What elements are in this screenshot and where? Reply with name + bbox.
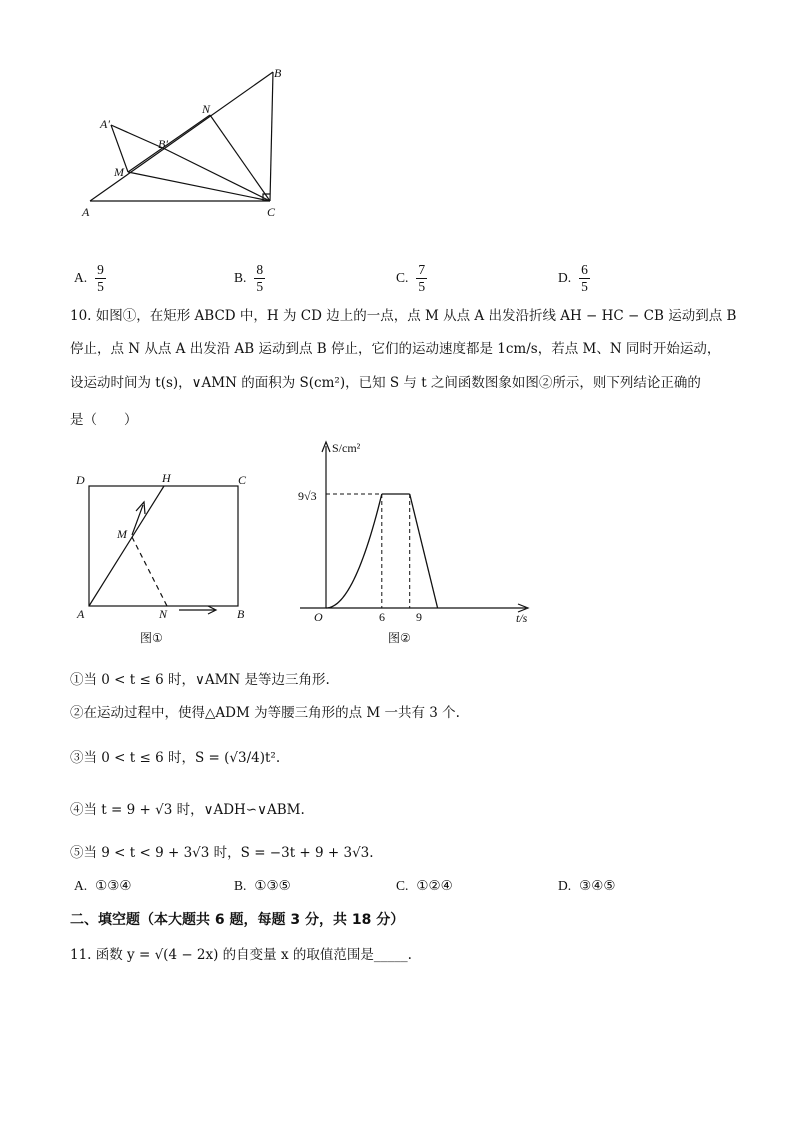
label-m: M <box>114 165 124 179</box>
segment-ah <box>89 486 164 606</box>
label-c: C <box>267 205 276 219</box>
statement-5: ⑤当 9 < t < 9 + 3√3 时，S = −3t + 9 + 3√3. <box>70 845 374 861</box>
label-b-prime: B′ <box>158 137 168 151</box>
option-letter: A. <box>74 878 88 893</box>
label-b: B <box>274 66 282 80</box>
q10-figure-2-chart <box>290 436 540 656</box>
q10-figure-1 <box>72 466 262 652</box>
q10-stem-line-4: 是（ ） <box>70 412 138 428</box>
segment-a-prime-b-prime <box>111 125 165 149</box>
option-letter: C. <box>396 878 409 893</box>
q9-option-a[interactable] <box>74 262 106 295</box>
x-tick-label-6: 6 <box>379 610 385 624</box>
y-tick-label: 9√3 <box>298 489 317 503</box>
origin-label: O <box>314 610 323 624</box>
rectangle-abcd <box>89 486 238 606</box>
option-letter: D. <box>558 878 572 893</box>
option-text: ③④⑤ <box>579 878 616 893</box>
label-h: H <box>162 471 171 485</box>
option-text: ①③④ <box>95 878 132 893</box>
label-a: A <box>77 607 85 621</box>
q11-text: 11. 函数 y = √(4 − 2x) 的自变量 x 的取值范围是_____. <box>70 947 412 963</box>
q9-option-d[interactable] <box>558 262 590 295</box>
option-text: ①③⑤ <box>254 878 291 893</box>
option-fraction: $\frac{8}{5}$ <box>256 262 264 294</box>
q10-stem-line-3: 设运动时间为 t(s)，∨AMN 的面积为 S(cm²)，已知 S 与 t 之间函数图象如图②所示，则下列结论正确的 <box>70 375 701 391</box>
option-text: ①②④ <box>416 878 453 893</box>
option-fraction: $\frac{7}{5}$ <box>418 262 426 294</box>
curve-segment-linear <box>410 494 438 608</box>
q9-option-c[interactable] <box>396 262 427 295</box>
label-n: N <box>159 607 168 621</box>
option-fraction: $\frac{6}{5}$ <box>581 262 588 294</box>
x-axis-label: t/s <box>516 611 528 625</box>
figure-2-caption: 图② <box>388 631 411 645</box>
segment-bc <box>270 72 273 201</box>
statement-3: ③当 0 < t ≤ 6 时，S = (√3/4)t². <box>70 750 281 766</box>
figure-1-caption: 图① <box>140 631 163 645</box>
q10-option-b[interactable] <box>234 878 291 894</box>
q10-option-a[interactable] <box>74 878 131 894</box>
statement-2: ②在运动过程中，使得△ADM 为等腰三角形的点 M 一共有 3 个. <box>70 705 460 721</box>
option-letter: B. <box>234 878 247 893</box>
label-d: D <box>76 473 85 487</box>
segment-mn-dashed <box>132 537 167 606</box>
option-letter: B. <box>234 269 247 285</box>
q9-option-b[interactable] <box>234 262 265 295</box>
option-fraction: $\frac{9}{5}$ <box>97 262 104 294</box>
y-axis-label: S/cm² <box>332 441 361 455</box>
segment-mc <box>128 172 270 201</box>
option-letter: C. <box>396 269 409 285</box>
label-c: C <box>238 473 247 487</box>
statement-4: ④当 t = 9 + √3 时，∨ADH∽∨ABM. <box>70 802 305 818</box>
option-letter: D. <box>558 269 572 285</box>
label-m: M <box>117 527 127 541</box>
option-letter: A. <box>74 269 88 285</box>
section-2-heading: 二、填空题（本大题共 6 题，每题 3 分，共 18 分） <box>70 912 405 928</box>
segment-b-prime-c <box>165 149 270 201</box>
q10-stem-line-1: 10. 如图①，在矩形 ABCD 中，H 为 CD 边上的一点，点 M 从点 A 出发沿折线 AH − HC − CB 运动到点 B <box>70 308 737 324</box>
statement-1: ①当 0 < t ≤ 6 时，∨AMN 是等边三角形. <box>70 672 330 688</box>
label-n: N <box>202 102 211 116</box>
q9-figure <box>70 60 300 230</box>
label-a: A <box>82 205 90 219</box>
q10-option-c[interactable] <box>396 878 453 894</box>
segment-mn <box>128 115 210 172</box>
segment-nc <box>210 115 270 201</box>
q10-stem-line-2: 停止，点 N 从点 A 出发沿 AB 运动到点 B 停止，它们的运动速度都是 1cm/s，若点 M、N 同时开始运动， <box>70 341 721 357</box>
label-a-prime: A′ <box>100 117 110 131</box>
segment-ab <box>90 72 273 201</box>
x-tick-label-9: 9 <box>416 610 422 624</box>
label-b: B <box>237 607 245 621</box>
q10-option-d[interactable] <box>558 878 615 894</box>
curve-segment-quadratic <box>326 494 382 608</box>
